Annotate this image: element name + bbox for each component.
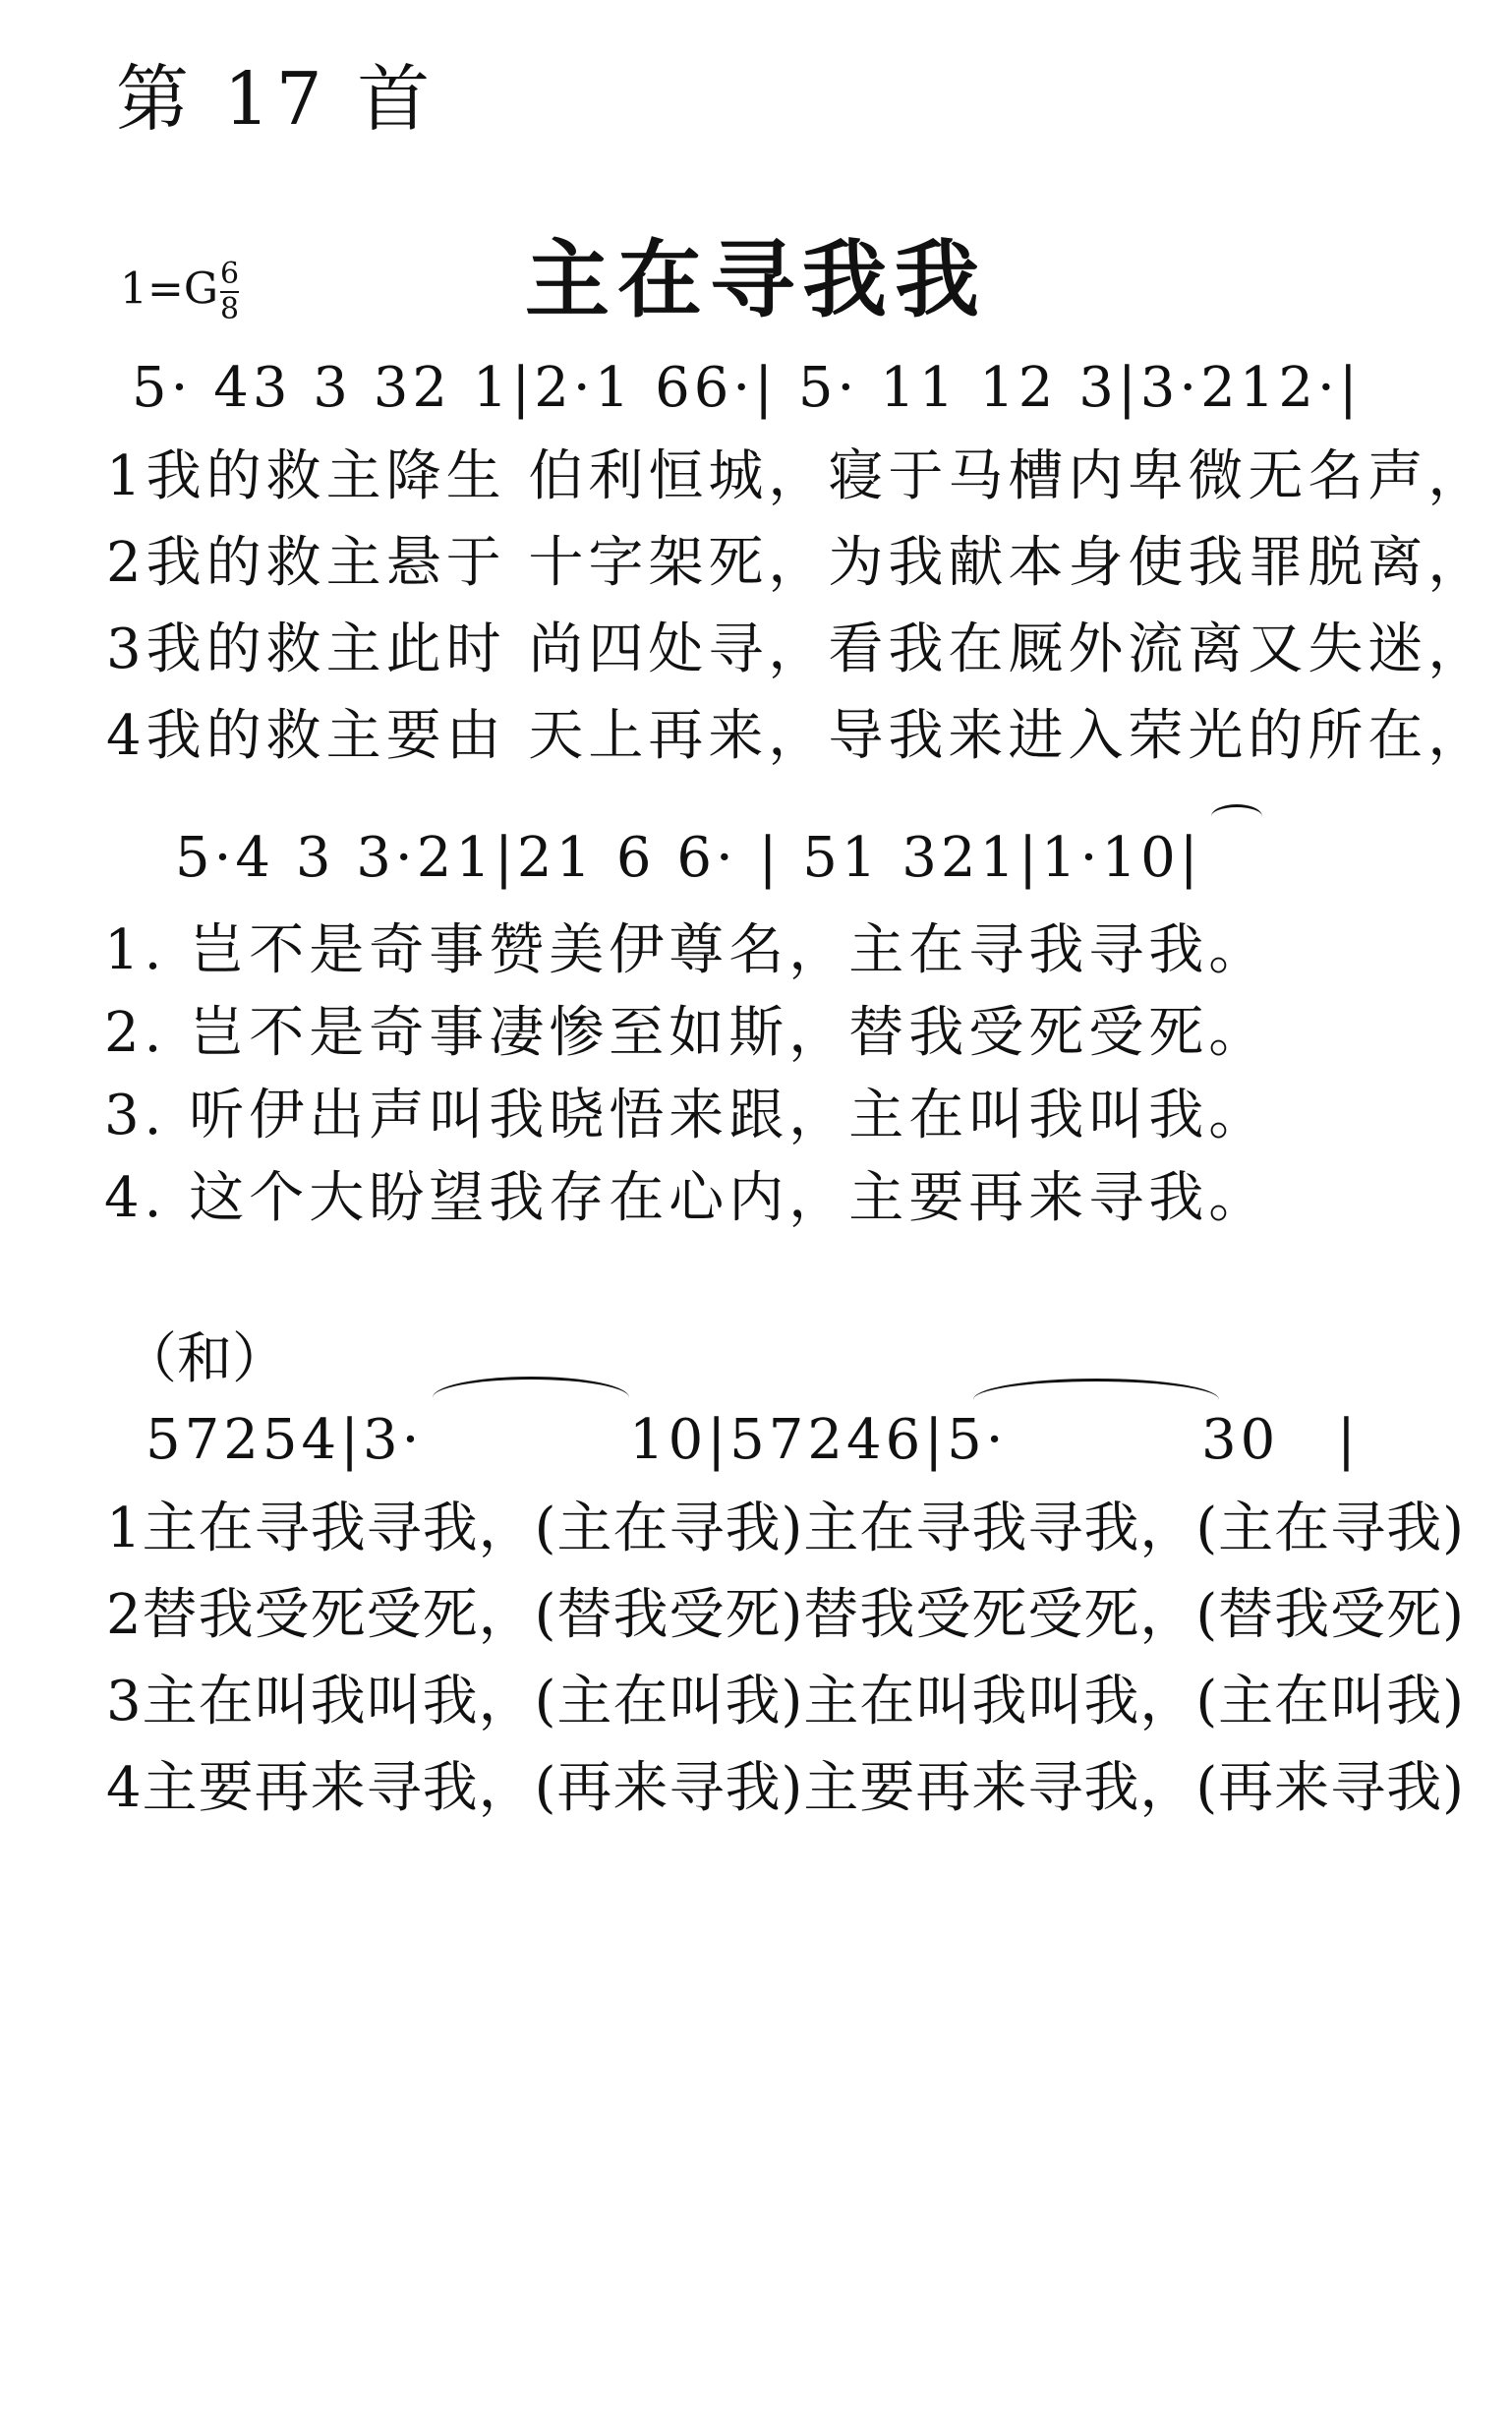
section1-verse-4: 4我的救主要由 天上再来，导我来进入荣光的所在， xyxy=(106,704,1488,768)
section2-verse-1: 1. 岂不是奇事赞美伊尊名，主在寻我寻我。 xyxy=(104,918,1269,982)
slur-1 xyxy=(433,1377,629,1419)
hymn-number: 第 17 首 xyxy=(116,57,436,142)
slur-2 xyxy=(973,1379,1219,1421)
chorus-line-2: 2替我受死受死，(替我受死)替我受死受死，(替我受死) xyxy=(106,1583,1466,1647)
section1-verse-2: 2我的救主悬于 十字架死，为我献本身使我罪脱离， xyxy=(106,531,1488,595)
section1-notation: 5· 43 3 32 1|2·1 66·| 5· 11 12 3|3·212·| xyxy=(132,356,1362,420)
fermata-mark xyxy=(1211,804,1262,829)
section2-verse-4: 4. 这个大盼望我存在心内，主要再来寻我。 xyxy=(104,1166,1269,1230)
key-signature xyxy=(120,258,239,326)
chorus-barline: | xyxy=(1337,1408,1360,1472)
section2-verse-3: 3. 听伊出声叫我晓悟来跟，主在叫我叫我。 xyxy=(104,1084,1269,1147)
chorus-line-3: 3主在叫我叫我，(主在叫我)主在叫我叫我，(主在叫我) xyxy=(106,1670,1466,1733)
chorus-line-1: 1主在寻我寻我，(主在寻我)主在寻我寻我，(主在寻我) xyxy=(106,1497,1466,1560)
section2-verse-2: 2. 岂不是奇事凄惨至如斯，替我受死受死。 xyxy=(104,1001,1269,1065)
key-label: 1=G xyxy=(120,264,219,315)
section2-notation: 5·4 3 3·21|21 6 6· | 51 321|1·10| xyxy=(175,826,1202,890)
section1-verse-1: 1我的救主降生 伯利恒城，寝于马槽内卑微无名声， xyxy=(106,444,1488,508)
chorus-label: （和） xyxy=(122,1327,287,1391)
time-signature-numerator: 6 xyxy=(220,257,240,291)
hymn-title: 主在寻我我 xyxy=(525,230,987,329)
time-signature xyxy=(220,258,239,326)
chorus-line-4: 4主要再来寻我，(再来寻我)主要再来寻我，(再来寻我) xyxy=(106,1756,1466,1820)
time-signature-denominator: 8 xyxy=(220,292,240,326)
section1-verse-3: 3我的救主此时 尚四处寻，看我在厩外流离又失迷， xyxy=(106,617,1488,681)
chorus-notation-middle: 10|57246|5· xyxy=(629,1408,1008,1472)
chorus-notation-left: 57254|3· xyxy=(145,1408,424,1472)
chorus-notation-right: 30 xyxy=(1201,1408,1280,1472)
